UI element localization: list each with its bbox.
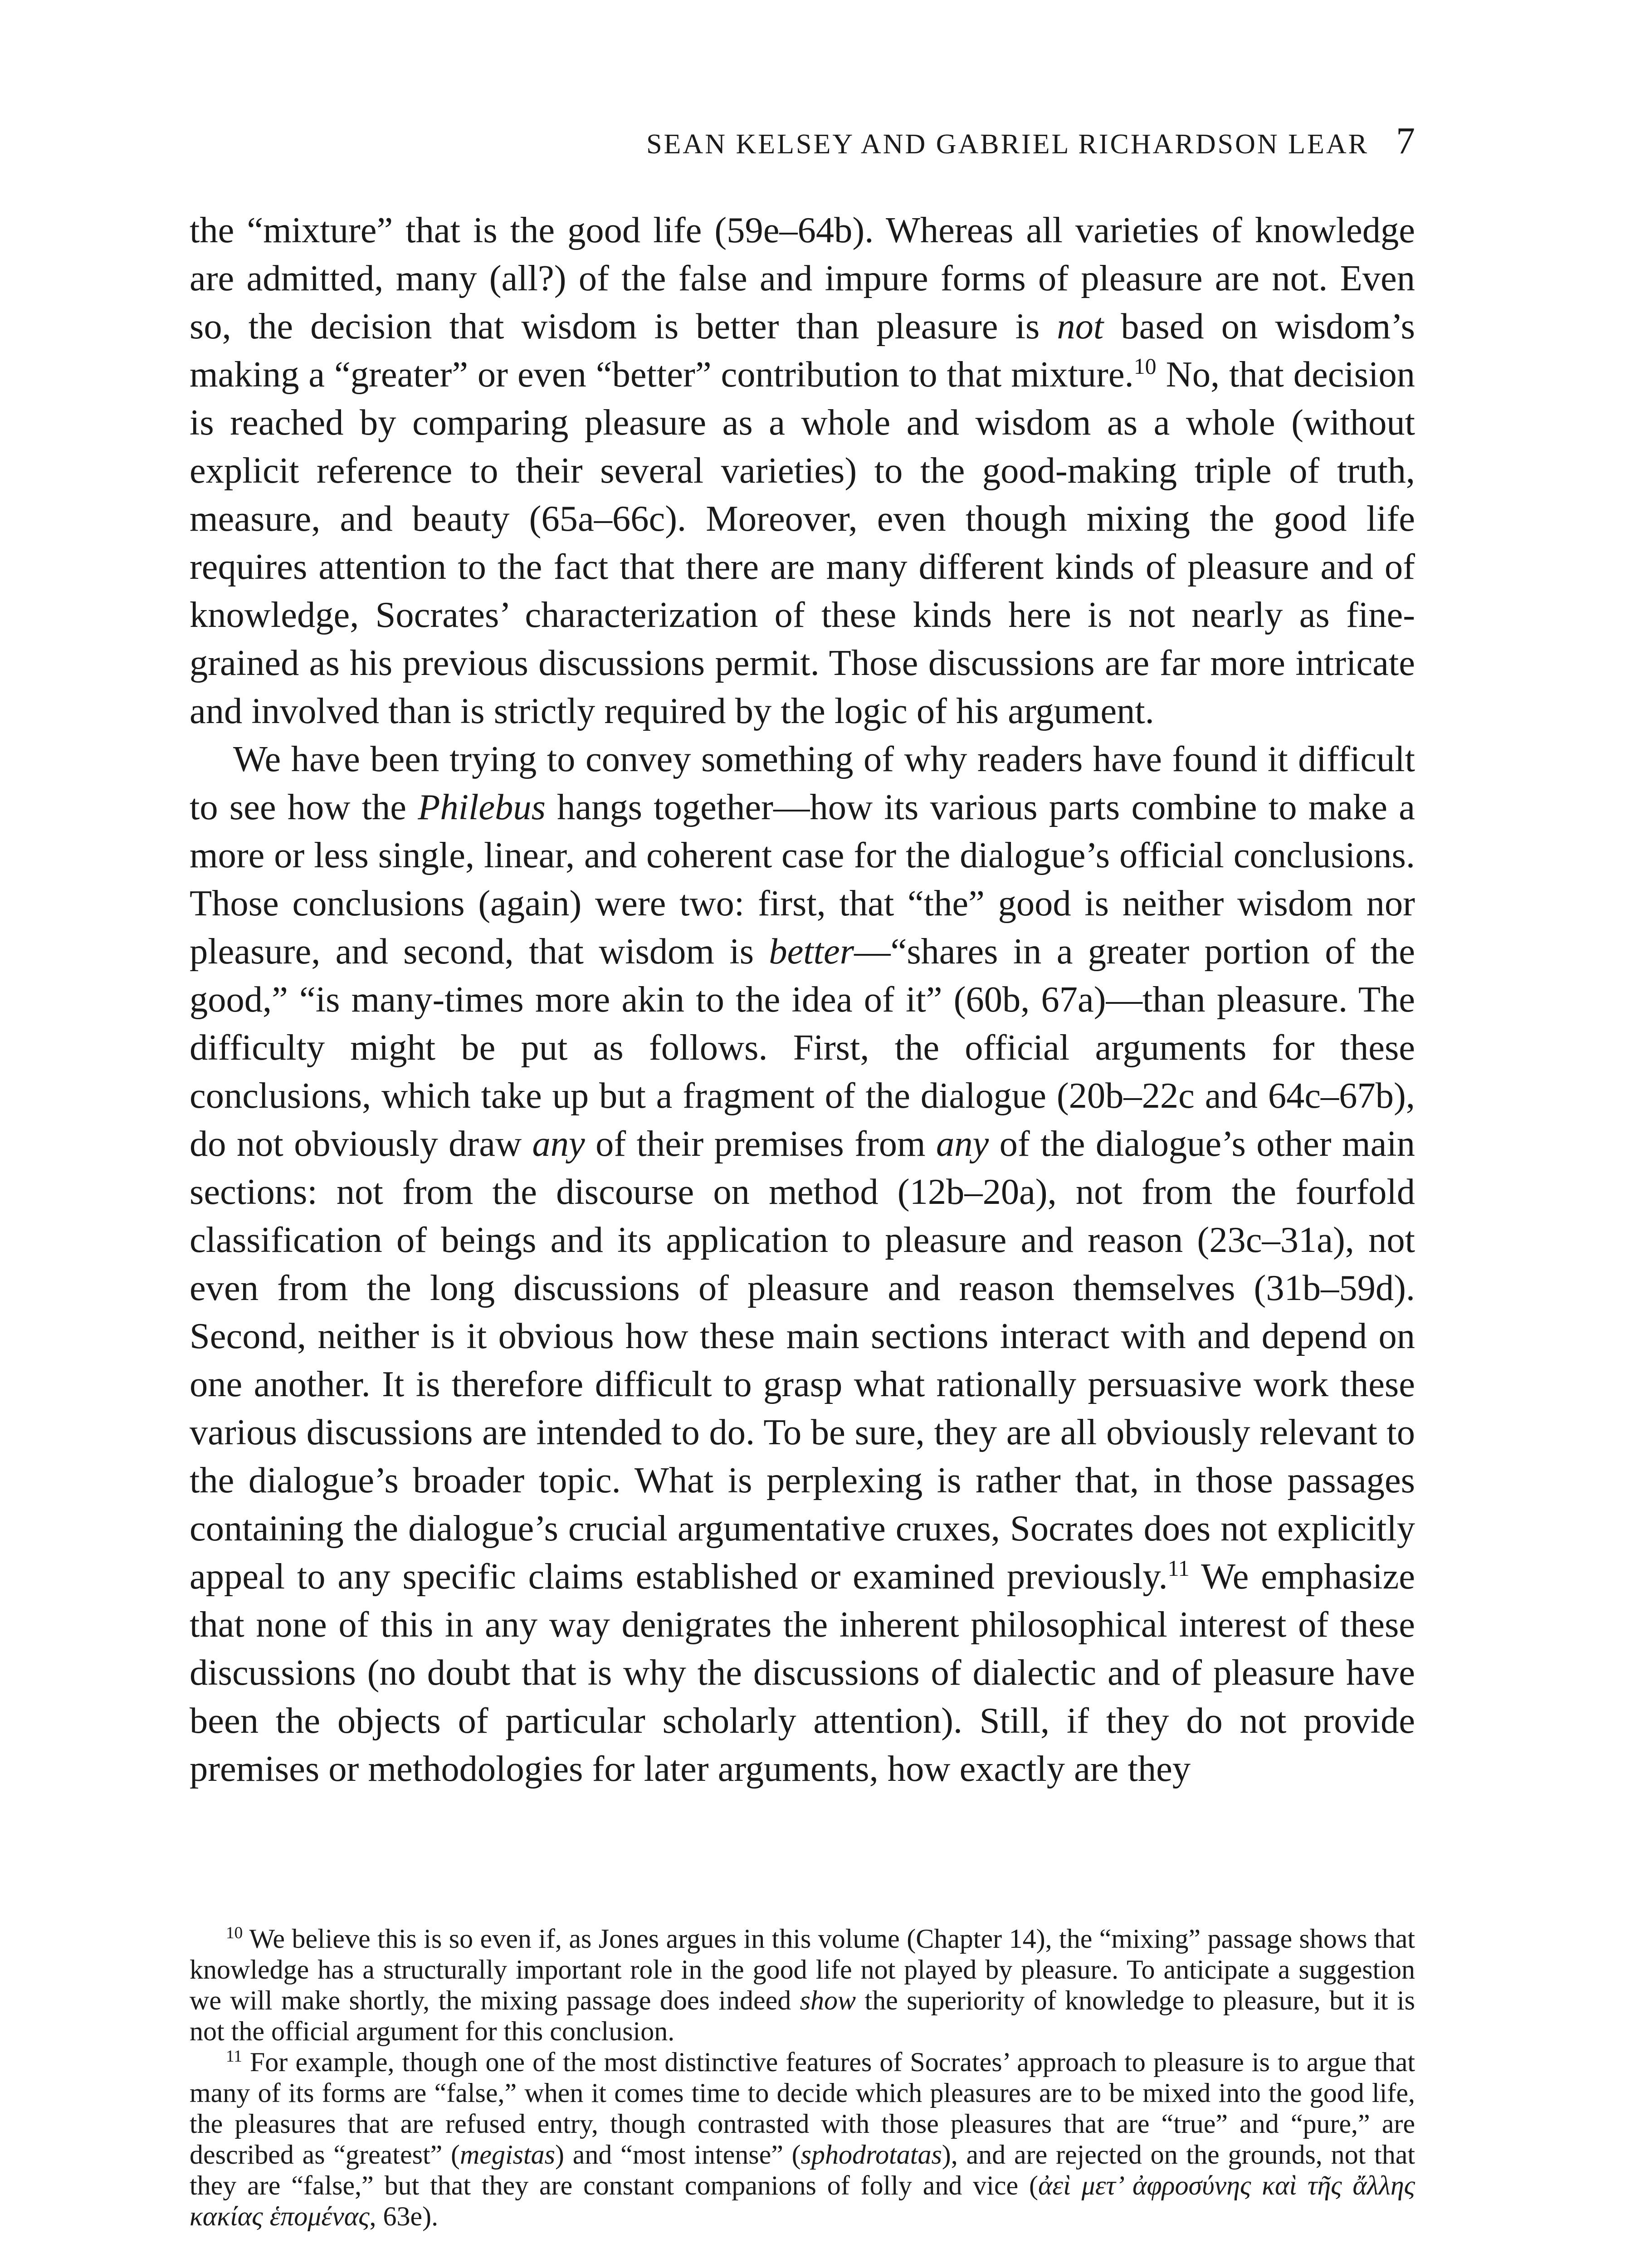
footnote-number-11: 11	[226, 2047, 242, 2066]
main-text	[190, 206, 1415, 1793]
p1-text-2: based on wisdom’s making a “greater” or even “better” contribution to that mixture.	[190, 306, 1415, 395]
fn11-term-megistas: megistas	[460, 2140, 556, 2170]
fn11-text-3: ), and are rejected on the grounds, not that they are “false,” but that they are constant companions of folly and vice (	[190, 2140, 1415, 2200]
p2-emphasis-any-2: any	[936, 1124, 989, 1164]
fn11-term-sphodrotatas: sphodrotatas	[800, 2140, 942, 2170]
footnote-ref-11[interactable]: 11	[1167, 1556, 1190, 1581]
p1-emphasis-not: not	[1057, 306, 1104, 347]
footnote-10	[190, 1923, 1415, 2047]
p2-text-5: of the dialogue’s other main sections: not from the discourse on method (12b–20a), not from the fourfold classification of beings and its application to pleasure and reason (23c–31a), not even from the long discussions of pleasure and reason themselves (31b–59d). Second, neither is it obvious how these main sections interact with and depend on one another. It is therefore difficult to grasp what rationally persuasive work these various discussions are intended to do. To be sure, they are all obviously relevant to the dialogue’s broader topic. What is perplexing is rather that, in those passages containing the dialogue’s crucial argumentative cruxes, Socrates does not explicitly appeal to any specific claims established or examined previously.	[190, 1124, 1415, 1597]
running-title: SEAN KELSEY AND GABRIEL RICHARDSON LEAR	[646, 129, 1369, 160]
p1-text-3: No, that decision is reached by comparing pleasure as a whole and wisdom as a whole (without explicit reference to their several varieties) to the good-making triple of truth, measure, and beauty (65a–66c). Moreover, even though mixing the good life requires attention to the fact that there are many different kinds of pleasure and of knowledge, Socrates’ characterization of these kinds here is not nearly as fine-grained as his previous discussions permit. Those discussions are far more intricate and involved than is strictly required by the logic of his argument.	[190, 354, 1415, 731]
running-head	[190, 119, 1415, 163]
fn11-text-1: For example, though one of the most distinctive features of Socrates’ approach to pleasure is to argue that many of its forms are “false,” when it comes time to decide which pleasures are to be mixed into the good life, the pleasures that are refused entry, though contrasted with those pleasures that are “true” and “pure,” are described as “greatest” (	[190, 2047, 1415, 2170]
footnote-number-10: 10	[226, 1924, 243, 1942]
p1-text-1: the “mixture” that is the good life (59e–64b). Whereas all varieties of knowledge are admitted, many (all?) of the false and impure forms of pleasure are not. Even so, the decision that wisdom is better than pleasure is	[190, 210, 1415, 347]
footnote-ref-10[interactable]: 10	[1133, 354, 1157, 379]
paragraph-1	[190, 206, 1415, 735]
paragraph-2	[190, 735, 1415, 1793]
fn11-greek-quote: ἀεὶ μετ’ ἀφροσύνης καὶ τῆς ἄλλης κακίας ἑπομένας	[190, 2170, 1415, 2231]
p2-emphasis-better: better	[769, 931, 854, 972]
fn11-text-4: , 63e).	[369, 2201, 439, 2231]
footnotes	[190, 1923, 1415, 2232]
fn11-text-2: ) and “most intense” (	[555, 2140, 801, 2170]
p2-emphasis-any-1: any	[532, 1124, 585, 1164]
p2-text-4: of their premises from	[585, 1124, 937, 1164]
fn10-text-1: We believe this is so even if, as Jones argues in this volume (Chapter 14), the “mixing” passage shows that knowledge has a structurally important role in the good life not played by pleasure. To anticipate a suggestion we will make shortly, the mixing passage does indeed	[190, 1924, 1415, 2015]
p2-text-1: We have been trying to convey something of why readers have found it difficult to see how the	[190, 739, 1415, 827]
page-number: 7	[1396, 120, 1415, 162]
p2-text-2: hangs together—how its various parts combine to make a more or less single, linear, and coherent case for the dialogue’s official conclusions. Those conclusions (again) were two: first, that “the” good is neither wisdom nor pleasure, and second, that wisdom is	[190, 787, 1415, 972]
fn10-emphasis-show: show	[800, 1985, 856, 2015]
p2-text-6: We emphasize that none of this in any way denigrates the inherent philosophical interest of these discussions (no doubt that is why the discussions of dialectic and of pleasure have been the objects of particular scholarly attention). Still, if they do not provide premises or methodologies for later arguments, how exactly are they	[190, 1556, 1415, 1789]
footnote-11	[190, 2047, 1415, 2232]
fn10-text-2: the superiority of knowledge to pleasure, but it is not the official argument for this conclusion.	[190, 1985, 1415, 2046]
p2-text-3: —“shares in a greater portion of the good,” “is many-times more akin to the idea of it” (60b, 67a)—than pleasure. The difficulty might be put as follows. First, the official arguments for these conclusions, which take up but a fragment of the dialogue (20b–22c and 64c–67b), do not obviously draw	[190, 931, 1415, 1164]
p2-title-philebus: Philebus	[418, 787, 546, 827]
